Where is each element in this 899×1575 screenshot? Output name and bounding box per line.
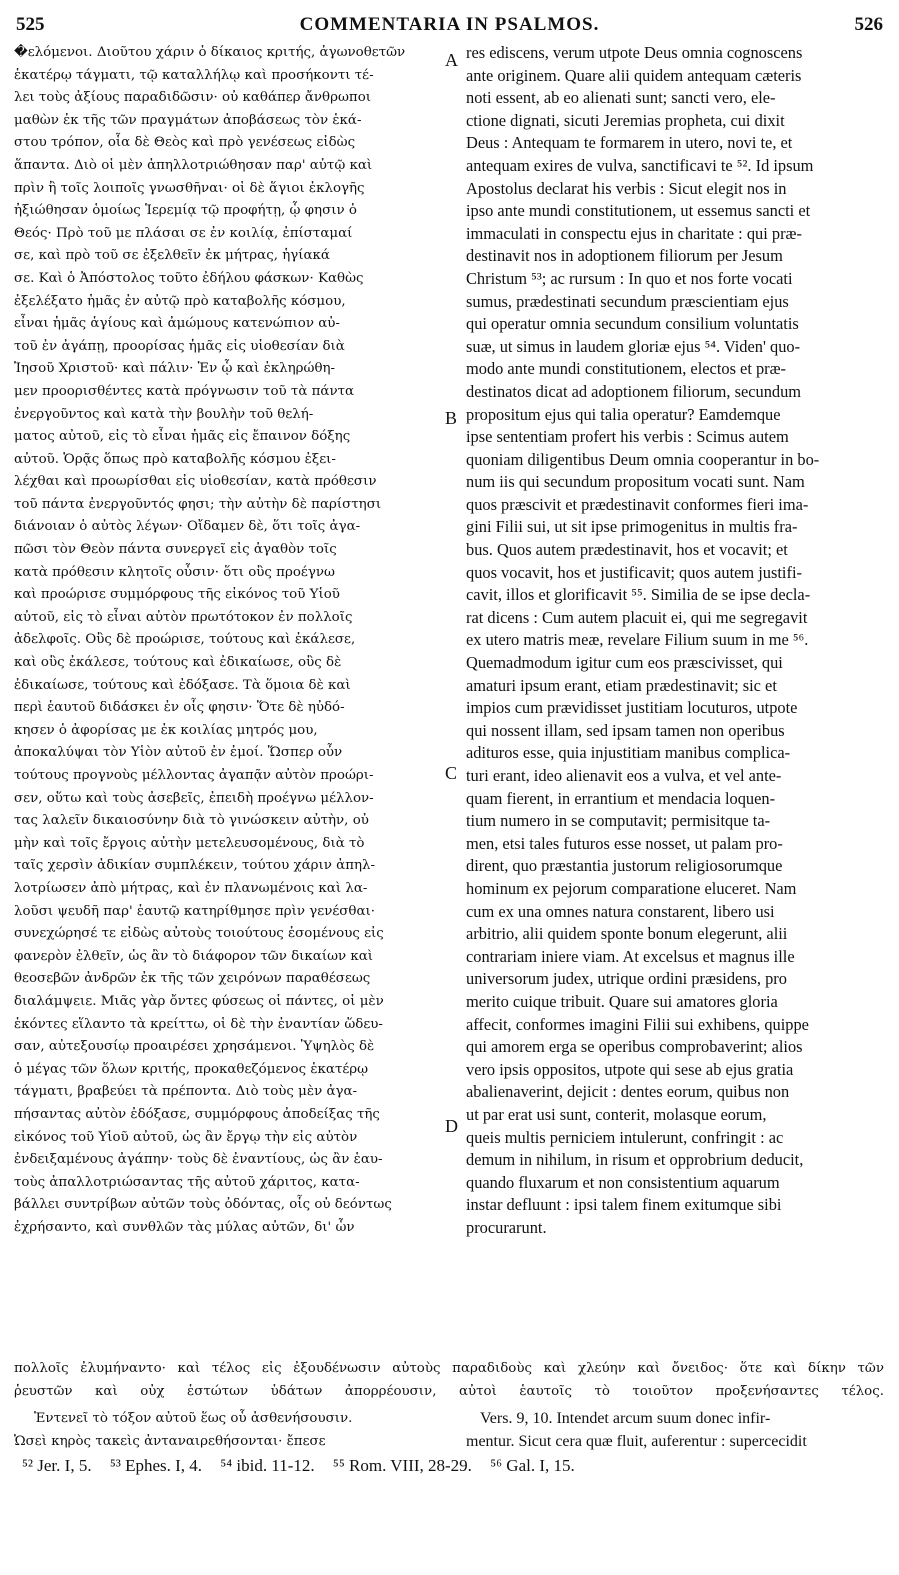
greek-text-line: τούτους προγνοὺς μέλλοντας ἀγαπᾷν αὐτὸν προώρι- <box>14 768 374 783</box>
latin-text-line: ex utero matris meæ, revelare Filium suum in me ⁵⁶. <box>466 630 809 650</box>
latin-verse-line-1: Vers. 9, 10. Intendet arcum suum donec infir- <box>480 1410 771 1427</box>
latin-text-line: men, etsi tales futuros esse nosset, ut palam pro- <box>466 833 783 853</box>
latin-text-line: modo ante mundi constitutionem, electos et præ- <box>466 359 787 379</box>
greek-text-line: ἐξελέξατο ἡμᾶς ἐν αὐτῷ πρὸ καταβολῆς κόσμου, <box>14 293 346 309</box>
latin-text-line: propositum ejus qui talia operatur? Eamdemque <box>466 404 781 424</box>
greek-text-line: Θεός· Πρὸ τοῦ με πλάσαι σε ἐν κοιλίᾳ, ἐπίσταμαί <box>14 225 353 241</box>
latin-text-line: abalienaverint, dejicit : dentes eorum, quibus non <box>466 1082 790 1102</box>
latin-text-line: quam fierent, in errantium et mendacia loquen- <box>466 788 776 808</box>
greek-column <box>14 42 446 1239</box>
greek-text-line: μαθὼν ἐκ τῆς τῶν πραγμάτων ἀποβάσεως τὸν ἑκά- <box>14 112 362 128</box>
greek-verse-line-1: Ἐντενεῖ τὸ τόξον αὐτοῦ ἕως οὗ ἀσθενήσουσιν. <box>34 1411 353 1426</box>
margin-letter-a: A <box>445 50 458 70</box>
greek-text-line: πήσαντας αὐτὸν ἐδόξασε, συμμόρφους ἀποδείξας τῆς <box>14 1106 380 1122</box>
latin-text-line: contrariam iniere viam. At excelsus et magnus ille <box>466 946 795 966</box>
latin-text-line: ctione dignati, sicuti Jeremias propheta, cui dixit <box>466 110 785 130</box>
latin-text-line: qui nossent illam, sed ipsam tamen non operibus <box>466 720 785 740</box>
latin-text-line: procurarunt. <box>466 1217 547 1237</box>
latin-text-line: rat dicens : Cum autem placuit ei, qui me segregavit <box>466 607 808 627</box>
greek-text-line: διαλάμψειε. Μιᾶς γὰρ ὄντες φύσεως οἱ πάντες, οἱ μὲν <box>14 993 384 1009</box>
latin-text-line: universorum judex, utrique ordini præsidens, pro <box>466 969 787 989</box>
latin-text-line: destinatos dicat ad adoptionem filiorum, secundum <box>466 381 802 401</box>
greek-text-line: ἀποκαλύψαι τὸν Υἱὸν αὐτοῦ ἐν ἐμοί. Ὥσπερ οὖν <box>14 745 343 761</box>
latin-text-line: res ediscens, verum utpote Deus omnia cognoscens <box>466 43 803 62</box>
latin-verse-line-2: mentur. Sicut cera quæ fluit, auferentur : supercecidit <box>466 1432 807 1450</box>
greek-text-line: ἐνεργοῦντος καὶ κατὰ τὴν βουλὴν τοῦ θελή- <box>14 406 314 422</box>
greek-text-line: στου τρόπον, οἷα δὲ Θεὸς καὶ πρὸ γενέσεως εἰδὼς <box>14 135 356 151</box>
latin-text-line: bus. Quos autem prædestinavit, hos et vocavit; et <box>466 540 788 560</box>
greek-text-line: τάγματι, βραβεύει τὰ πρέποντα. Διὸ τοὺς μὲν ἀγα- <box>14 1084 358 1100</box>
greek-text-line: διάνοιαν ὁ αὐτὸς λέγων· Οἴδαμεν δὲ, ὅτι τοῖς ἀγα- <box>14 519 361 535</box>
latin-column <box>466 42 884 1239</box>
greek-text-line: σε. Καὶ ὁ Ἀπόστολος τοῦτο ἐδήλου φάσκων· Καθὼς <box>14 270 364 286</box>
greek-text-line: σαν, αὐτεξουσίῳ προαιρέσει χρησάμενοι. Ὑψηλὸς δὲ <box>14 1039 375 1055</box>
full-width-line: πολλοῖς ἐλυμήναντο· καὶ τέλος εἰς ἐξουδένωσιν αὐτοὺς παραδιδοὺς καὶ χλεύην καὶ ὄνειδος· ὅτε καὶ δίκην τῶν <box>14 1361 884 1376</box>
latin-text-line: affecit, conformes imagini Filii sui exhibens, quippe <box>466 1014 809 1034</box>
greek-text-line: εἶναι ἡμᾶς ἁγίους καὶ ἀμώμους κατενώπιον αὐ- <box>14 316 340 332</box>
greek-text-line: τοὺς ἀπαλλοτριώσαντας τῆς αὐτοῦ χάριτος, κατα- <box>14 1174 360 1190</box>
greek-text-line: ἐδικαίωσε, τούτους καὶ ἐδόξασε. Τὰ ὅμοια δὲ καὶ <box>14 677 351 693</box>
latin-text-line: cum ex una omnes natura constarent, libero usi <box>466 901 775 921</box>
latin-text-line: Quemadmodum igitur cum eos præscivisset, qui <box>466 653 783 673</box>
greek-text-line: θεοσεβῶν ἀνδρῶν ἐκ τῆς τῶν χειρόνων παραθέσεως <box>14 971 371 987</box>
latin-text-line: sumus, prædestinati secundum præscientiam ejus <box>466 291 789 311</box>
latin-text-line: merito cuique tribuit. Quare sui amatores gloria <box>466 991 778 1011</box>
latin-text-line: ipso ante mundi constitutionem, ut essemus sancti et <box>466 201 811 221</box>
greek-text-line: �ελόμενοι. Διοῦτου χάριν ὁ δίκαιος κριτής, ἀγωνοθετῶν <box>14 45 406 60</box>
greek-text-line: ἀδελφοῖς. Οὓς δὲ προώρισε, τούτους καὶ ἐκάλεσε, <box>14 632 356 648</box>
latin-text-line: Christum ⁵³; ac rursum : In quo et nos forte vocati <box>466 268 793 288</box>
margin-letter-b: B <box>445 408 458 428</box>
running-title: COMMENTARIA IN PSALMOS. <box>299 14 600 35</box>
footnote: ⁵² Jer. I, 5. <box>22 1456 92 1475</box>
greek-text-line: μὴν καὶ τοῖς ἔργοις αὐτὴν μετελευσομένους, διὰ τὸ <box>14 835 365 851</box>
greek-text-line: λει τοὺς ἀξίους παραδιδῶσιν· οὐ καθάπερ ἄνθρωποι <box>14 90 372 106</box>
footnote: ⁵⁵ Rom. VIII, 28-29. <box>332 1456 472 1475</box>
latin-text-line: quos præscivit et prædestinavit conformes fieri ima- <box>466 494 809 514</box>
latin-text-line: tium numero in se computavit; permisitque ta- <box>466 811 771 831</box>
greek-text-line: πρὶν ἢ τοῖς λοιποῖς γνωσθῆναι· οἱ δὲ ἅγιοι ἐκλογῆς <box>14 180 365 196</box>
latin-text-line: ut par erat usi sunt, conterit, molasque eorum, <box>466 1104 767 1124</box>
greek-text-line: καὶ οὓς ἐκάλεσε, τούτους καὶ ἐδικαίωσε, οὓς δὲ <box>14 655 342 671</box>
latin-text-line: noti essent, ab eo alienati sunt; sancti vero, ele- <box>466 88 776 108</box>
footnote: ⁵³ Ephes. I, 4. <box>109 1456 203 1475</box>
greek-text-line: ἐχρήσαντο, καὶ συνθλῶν τὰς μύλας αὐτῶν, δι' ὧν <box>14 1219 355 1235</box>
latin-text-line: amaturi ipsum erant, etiam prædestinavit; sic et <box>466 675 777 695</box>
greek-text-line: σεν, οὕτω καὶ τοὺς ἀσεβεῖς, ἐπειδὴ προέγνω μέλλον- <box>14 790 374 806</box>
greek-text-line: ἐνδειξαμένους ἀγάπην· τοὺς δὲ ἐναντίους, ὡς ἂν ἑαυ- <box>14 1152 383 1168</box>
greek-text-line: συνεχώρησέ τε εἰδὼς αὐτοὺς τοιούτους ἐσομένους εἰς <box>14 926 384 942</box>
latin-text-line: adituros esse, quia injustitiam manibus complica- <box>466 743 791 763</box>
greek-text-line: φανερὸν ἐλθεῖν, ὡς ἂν τὸ διάφορον τῶν δικαίων καὶ <box>14 948 374 964</box>
page-number-left: 525 <box>16 14 45 35</box>
latin-text-line: gini Filii sui, ut sit ipse primogenitus in multis fra- <box>466 517 798 537</box>
latin-text-line: num iis qui secundum propositum vocati sunt. Nam <box>466 472 805 492</box>
greek-text-line: ἅπαντα. Διὸ οἱ μὲν ἀπηλλοτριώθησαν παρ' αὐτῷ καὶ <box>14 157 373 173</box>
greek-text-line: βάλλει συντρίβων αὐτῶν τοὺς ὀδόντας, οἷς οὐ δεόντως <box>14 1197 392 1213</box>
margin-letter-d: D <box>445 1116 458 1136</box>
latin-text-line: Deus : Antequam te formarem in utero, novi te, et <box>466 133 793 153</box>
latin-text-line: hominum ex pejorum comparatione eluceret. Nam <box>466 878 797 898</box>
greek-text-line: ταῖς χερσὶν ἀδικίαν συμπλέκειν, τούτου χάριν ἀπηλ- <box>14 858 376 874</box>
latin-text-line: quoniam diligentibus Deum omnia cooperantur in bo- <box>466 449 820 469</box>
full-width-line-2: ῥευστῶν καὶ οὐχ ἑστώτων ὑδάτων ἀπορρέουσιν, αὐτοὶ ἑαυτοῖς τὸ τοιοῦτον προξενήσαντες τέλος. <box>14 1384 884 1399</box>
latin-text-line: Apostolus declarat his verbis : Sicut elegit nos in <box>466 178 787 198</box>
greek-text-line: ἠξιώθησαν ὁμοίως Ἱερεμίᾳ τῷ προφήτῃ, ᾧ φησιν ὁ <box>14 203 357 219</box>
latin-verse-heading <box>466 1408 884 1453</box>
greek-text-line: αὐτοῦ. Ὁρᾷς ὅπως πρὸ καταβολῆς κόσμου ἐξει- <box>14 451 336 467</box>
margin-letter-c: C <box>445 763 458 783</box>
latin-text-line: quando fluxarum et non consistentium aquarum <box>466 1172 780 1192</box>
greek-text-line: λέχθαι καὶ προωρίσθαι εἰς υἱοθεσίαν, κατὰ πρόθεσιν <box>14 474 377 490</box>
greek-text-line: κατὰ πρόθεσιν κλητοῖς οὖσιν· ὅτι οὓς προέγνω <box>14 564 335 580</box>
greek-text-line: Ἰησοῦ Χριστοῦ· καὶ πάλιν· Ἐν ᾧ καὶ ἐκληρώθη- <box>14 361 336 377</box>
latin-text-line: antequam exires de vulva, sanctificavi te ⁵². Id ipsum <box>466 155 814 175</box>
greek-text-line: ματος αὐτοῦ, εἰς τὸ εἶναι ἡμᾶς εἰς ἔπαινον δόξης <box>14 429 351 445</box>
latin-text-line: demum in nihilum, in risum et opprobrium deducit, <box>466 1150 804 1170</box>
greek-text-line: αὐτοῦ, εἰς τὸ εἶναι αὐτὸν πρωτότοκον ἐν πολλοῖς <box>14 609 353 625</box>
latin-text-line: turi erant, ideo alienavit eos a vulva, et vel ante- <box>466 766 782 785</box>
greek-text-line: περὶ ἑαυτοῦ διδάσκει ἐν οἷς φησιν· Ὅτε δὲ ηὐδό- <box>14 700 345 716</box>
latin-text-line: dirent, quo præstantia justorum religiosorumque <box>466 856 783 876</box>
greek-text-line: σε, καὶ πρὸ τοῦ σε ἐξελθεῖν ἐκ μήτρας, ἡγίακά <box>14 248 330 264</box>
footnote: ⁵⁶ Gal. I, 15. <box>490 1456 575 1475</box>
greek-verse-heading <box>14 1408 446 1453</box>
latin-text-line: arbitrio, alii quidem sponte bonum elegerunt, alii <box>466 924 788 944</box>
greek-text-line: καὶ προώρισε συμμόρφους τῆς εἰκόνος τοῦ Υἱοῦ <box>14 587 340 603</box>
running-header <box>0 14 899 40</box>
latin-text-line: suæ, ut simus in laudem gloriæ ejus ⁵⁴. Viden' quo- <box>466 336 801 356</box>
latin-text-line: ante originem. Quare alii quidem antequam cæteris <box>466 65 802 85</box>
latin-text-line: quos vocavit, hos et justificavit; quos autem justifi- <box>466 562 802 582</box>
greek-verse-line-2: Ὡσεὶ κηρὸς τακεὶς ἀνταναιρεθήσονται· ἔπεσε <box>14 1433 326 1449</box>
latin-text-line: cavit, illos et glorificavit ⁵⁵. Similia de se ipse decla- <box>466 585 811 605</box>
greek-text-line: τοῦ πάντα ἐνεργοῦντός φησι; τὴν αὐτὴν δὲ παρίστησι <box>14 496 382 512</box>
greek-text-line: λοτρίωσεν ἀπὸ μήτρας, καὶ ἐν πλανωμένοις καὶ λα- <box>14 880 368 896</box>
latin-text-line: immaculati in conspectu ejus in charitate : qui præ- <box>466 223 802 243</box>
page-number-right: 526 <box>854 14 883 35</box>
greek-text-line: ὁ μέγας τῶν ὅλων κριτής, προκαθεζόμενος ἑκατέρῳ <box>14 1061 369 1077</box>
footnotes <box>22 1456 882 1476</box>
greek-text-line: τοῦ ἐν ἀγάπῃ, προορίσας ἡμᾶς εἰς υἱοθεσίαν διὰ <box>14 338 345 354</box>
latin-text-line: destinavit nos in adoptionem filiorum per Jesum <box>466 246 783 266</box>
latin-text-line: vero ipsis oppositos, utpote qui sese ab ejus gratia <box>466 1059 794 1079</box>
greek-text-line: τας λαλεῖν δικαιοσύνην διὰ τὸ γινώσκειν αὐτὴν, οὐ <box>14 813 369 829</box>
latin-text-line: impios cum prævidisset justitiam locuturos, utpote <box>466 698 798 718</box>
greek-text-line: λοῦσι ψευδῆ παρ' ἑαυτῷ κατηρίθμησε πρὶν γενέσθαι· <box>14 903 376 919</box>
latin-text-line: qui amorem erga se operibus comprobaverint; alios <box>466 1037 803 1057</box>
latin-text-line: qui operatur omnia secundum consilium voluntatis <box>466 314 799 334</box>
greek-text-line: εἰκόνος τοῦ Υἱοῦ αὐτοῦ, ὡς ἂν ἔργῳ τὴν εἰς αὐτὸν <box>14 1129 358 1145</box>
latin-text-line: instar defluunt : ipsi talem finem exitumque sibi <box>466 1195 782 1215</box>
greek-text-line: ἑκατέρῳ τάγματι, τῷ καταλλήλῳ καὶ προσήκοντι τέ- <box>14 67 374 83</box>
greek-text-line: ἑκόντες εἵλαντο τὰ κρείττω, οἱ δὲ τὴν ἐναντίαν ὥδευ- <box>14 1016 383 1032</box>
latin-text-line: queis multis perniciem intulerunt, confringit : ac <box>466 1127 784 1147</box>
footnote: ⁵⁴ ibid. 11-12. <box>220 1456 315 1475</box>
greek-text-line: μεν προορισθέντες κατὰ πρόγνωσιν τοῦ τὰ πάντα <box>14 383 355 399</box>
latin-text-line: ipse sententiam profert his verbis : Scimus autem <box>466 427 789 447</box>
greek-text-line: κησεν ὁ ἀφορίσας με ἐκ κοιλίας μητρός μου, <box>14 722 318 738</box>
greek-text-line: πῶσι τὸν Θεὸν πάντα συνεργεῖ εἰς ἀγαθὸν τοῖς <box>14 542 337 558</box>
